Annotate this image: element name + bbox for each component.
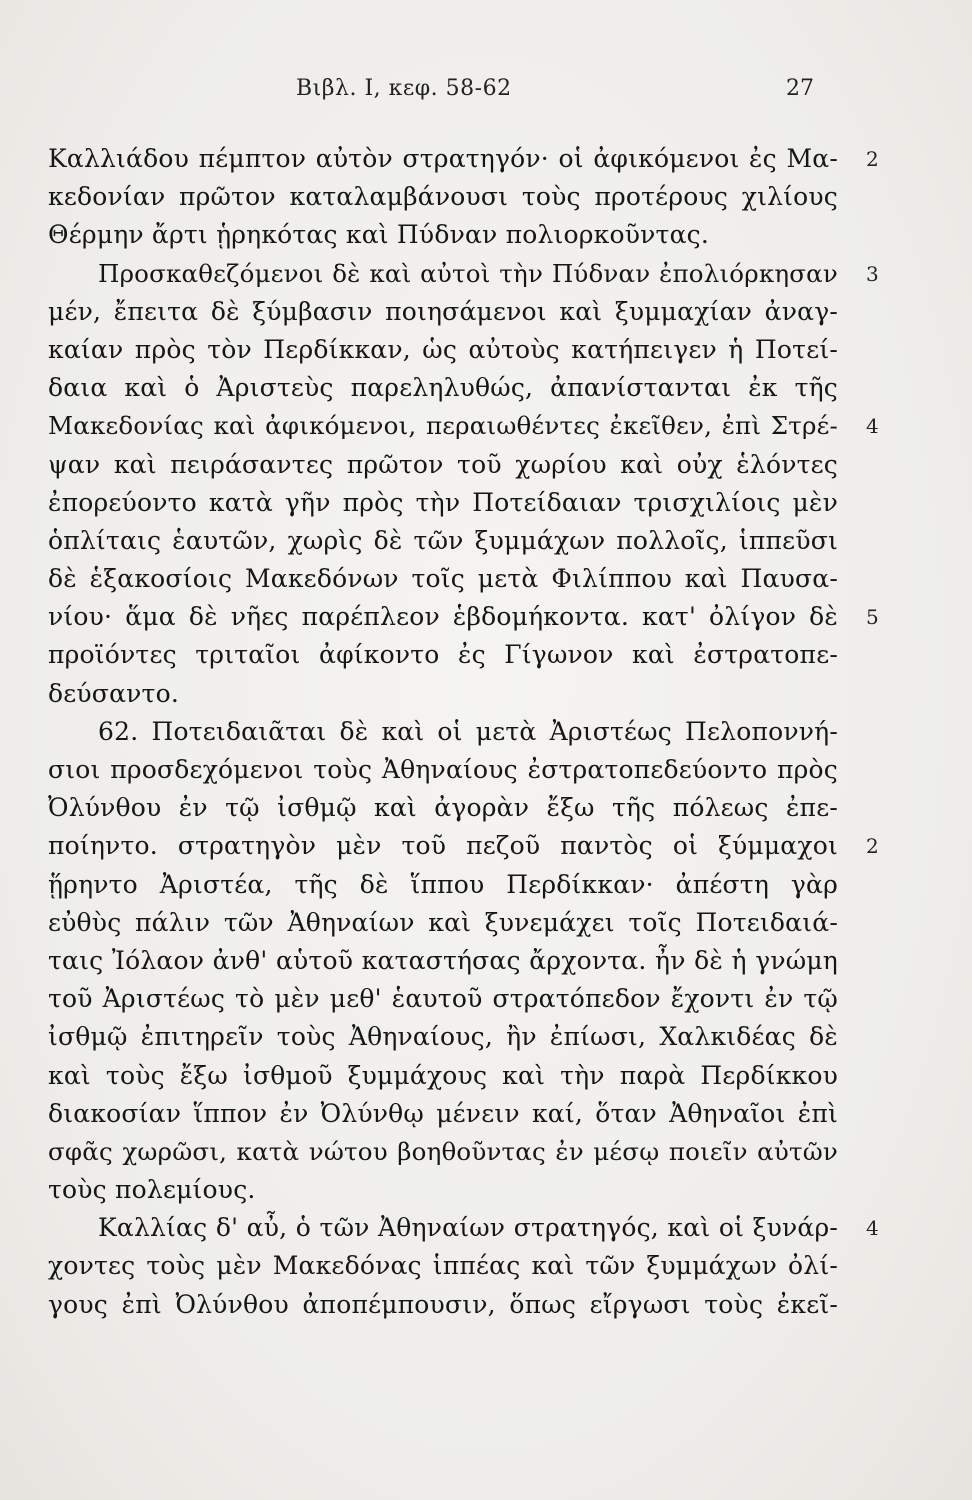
text-line: μέν, ἔπειτα δὲ ξύμβασιν ποιησάμενοι καὶ ξυμμαχίαν ἀναγ- <box>48 296 838 326</box>
text-line: εὐθὺς πάλιν τῶν Ἀθηναίων καὶ ξυνεμάχει τοῖς Ποτειδαιά- <box>48 907 838 937</box>
margin-section-number: 5 <box>866 605 879 630</box>
text-line: τοῦ Ἀριστέως τὸ μὲν μεθ' ἑαυτοῦ στρατόπεδον ἔχοντι ἐν τῷ <box>48 984 838 1014</box>
text-line: Θέρμην ἄρτι ᾑρηκότας καὶ Πύδναν πολιορκοῦντας. <box>48 220 710 250</box>
running-head-title: Βιβλ. Ι, κεφ. 58-62 <box>296 76 512 101</box>
margin-section-number: 2 <box>866 147 879 171</box>
margin-section-number: 4 <box>866 1216 879 1241</box>
text-line: τοὺς πολεμίους. <box>48 1175 256 1205</box>
text-line: σφᾶς χωρῶσι, κατὰ νώτου βοηθοῦντας ἐν μέσῳ ποιεῖν αὐτῶν <box>48 1136 838 1166</box>
text-line: προϊόντες τριταῖοι ἀφίκοντο ἐς Γίγωνον καὶ ἐστρατοπε- <box>48 640 838 670</box>
text-line: Καλλίας δ' αὖ, ὁ τῶν Ἀθηναίων στρατηγός, καὶ οἱ ξυνάρ- 4 <box>48 1209 838 1247</box>
margin-section-number: 4 <box>866 414 879 439</box>
text-line: κεδονίαν πρῶτον καταλαμβάνουσι τοὺς προτέρους χιλίους <box>48 182 838 212</box>
chapter-start-line: 62. Ποτειδαιᾶται δὲ καὶ οἱ μετὰ Ἀριστέως Πελοποννή- <box>98 716 838 746</box>
text-line: καὶ τοὺς ἔξω ἰσθμοῦ ξυμμάχους καὶ τὴν παρὰ Περδίκκου <box>48 1060 838 1090</box>
running-header <box>0 76 972 116</box>
text-line: σιοι προσδεχόμενοι τοὺς Ἀθηναίους ἐστρατοπεδεύοντο πρὸς <box>48 755 838 784</box>
margin-section-number: 3 <box>866 261 879 286</box>
text-line: Μακεδονίας καὶ ἀφικόμενοι, περαιωθέντες ἐκεῖθεν, ἐπὶ Στρέ- 4 <box>48 407 838 445</box>
text-line: χοντες τοὺς μὲν Μακεδόνας ἱππέας καὶ τῶν ξυμμάχων ὀλί- <box>48 1251 838 1281</box>
text-line: Προσκαθεζόμενοι δὲ καὶ αὐτοὶ τὴν Πύδναν ἐπολιόρκησαν 3 <box>48 255 838 293</box>
text-line: Ὀλύνθου ἐν τῷ ἰσθμῷ καὶ ἀγορὰν ἔξω τῆς πόλεως ἐπε- <box>48 793 838 823</box>
text-line: δὲ ἑξακοσίοις Μακεδόνων τοῖς μετὰ Φιλίππου καὶ Παυσα- <box>48 564 838 594</box>
text-line: ἐπορεύοντο κατὰ γῆν πρὸς τὴν Ποτείδαιαν τρισχιλίοις μὲν <box>48 487 838 517</box>
text-line: ποίηντο. στρατηγὸν μὲν τοῦ πεζοῦ παντὸς οἱ ξύμμαχοι 2 <box>48 827 838 865</box>
text-line: δαια καὶ ὁ Ἀριστεὺς παρεληλυθώς, ἀπανίστανται ἐκ τῆς <box>48 373 838 403</box>
text-line: ὁπλίταις ἑαυτῶν, χωρὶς δὲ τῶν ξυμμάχων πολλοῖς, ἱππεῦσι <box>48 525 838 555</box>
body-text <box>48 140 879 1324</box>
text-line: δεύσαντο. <box>48 678 179 708</box>
text-line: ψαν καὶ πειράσαντες πρῶτον τοῦ χωρίου καὶ οὐχ ἑλόντες <box>48 449 838 479</box>
text-line: νίου· ἅμα δὲ νῆες παρέπλεον ἑβδομήκοντα. κατ' ὀλίγον δὲ 5 <box>48 598 838 636</box>
text-line: Καλλιάδου πέμπτον αὐτὸν στρατηγόν· οἱ ἀφικόμενοι ἐς Μα- 2 <box>48 140 838 178</box>
text-line: ταις Ἰόλαον ἀνθ' αὑτοῦ καταστήσας ἄρχοντα. ἦν δὲ ἡ γνώμη <box>48 945 838 975</box>
text-line: γους ἐπὶ Ὀλύνθου ἀποπέμπουσιν, ὅπως εἴργωσι τοὺς ἐκεῖ- <box>48 1289 838 1319</box>
text-line: ᾕρηντο Ἀριστέα, τῆς δὲ ἵππου Περδίκκαν· ἀπέστη γὰρ <box>48 869 838 899</box>
text-line: ἰσθμῷ ἐπιτηρεῖν τοὺς Ἀθηναίους, ἢν ἐπίωσι, Χαλκιδέας δὲ <box>48 1022 838 1052</box>
text-line: διακοσίαν ἵππον ἐν Ὀλύνθῳ μένειν καί, ὅταν Ἀθηναῖοι ἐπὶ <box>48 1098 838 1128</box>
text-line: καίαν πρὸς τὸν Περδίκκαν, ὡς αὐτοὺς κατήπειγεν ἡ Ποτεί- <box>48 334 838 364</box>
margin-section-number: 2 <box>866 834 879 859</box>
page-number: 27 <box>786 76 814 101</box>
